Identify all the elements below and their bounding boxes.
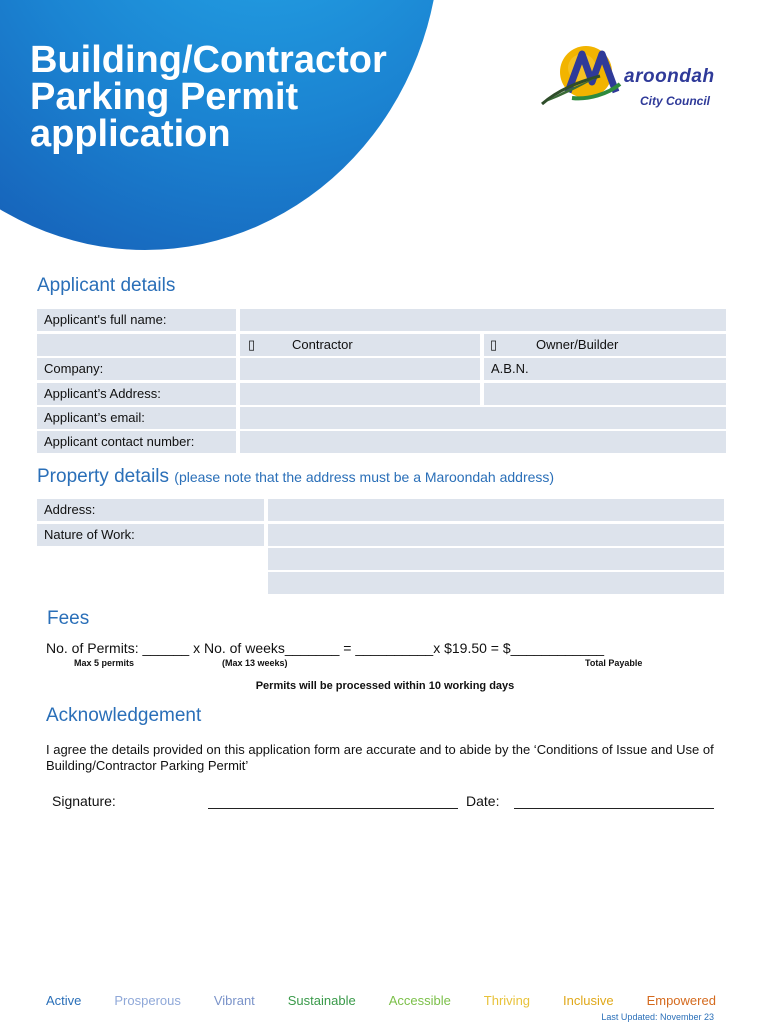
- full-name-label: Applicant's full name:: [37, 309, 236, 331]
- contractor-checkbox-icon[interactable]: ▯: [248, 337, 256, 352]
- property-heading-text: Property details: [37, 466, 170, 487]
- acknowledgement-text: I agree the details provided on this application form are accurate and to abide by the ‘Conditions of Issue and Use of Building/Contractor Parking Permit’: [46, 742, 714, 773]
- company-label: Company:: [37, 358, 236, 380]
- email-label: Applicant’s email:: [37, 407, 236, 429]
- logo-wordmark: aroondah: [624, 66, 715, 87]
- page-title: [30, 39, 387, 155]
- title-line-2: Parking Permit: [30, 76, 299, 118]
- contractor-option[interactable]: [240, 334, 480, 356]
- applicant-details-heading: Applicant details: [37, 275, 176, 296]
- type-label-cell: [37, 334, 236, 356]
- contact-number-input[interactable]: [240, 431, 726, 453]
- max-weeks-note: (Max 13 weeks): [222, 658, 288, 668]
- title-line-3: application: [30, 113, 231, 155]
- property-address-input[interactable]: [268, 499, 724, 521]
- value-vibrant: Vibrant: [213, 993, 255, 1008]
- address-label: Applicant’s Address:: [37, 383, 236, 405]
- council-values-footer: [46, 993, 716, 1008]
- value-active: Active: [46, 993, 82, 1008]
- contractor-label: Contractor: [292, 337, 353, 352]
- company-input[interactable]: [240, 358, 480, 380]
- last-updated: Last Updated: November 23: [601, 1012, 714, 1022]
- email-input[interactable]: [240, 407, 726, 429]
- owner-builder-option[interactable]: [484, 334, 726, 356]
- nature-of-work-label: Nature of Work:: [37, 524, 264, 546]
- property-details-heading: [37, 466, 554, 488]
- contact-number-label: Applicant contact number:: [37, 431, 236, 453]
- acknowledgement-heading: Acknowledgement: [46, 705, 202, 726]
- abn-field[interactable]: A.B.N.: [484, 358, 726, 380]
- date-label: Date:: [466, 793, 500, 809]
- value-prosperous: Prosperous: [114, 993, 181, 1008]
- address-input-2[interactable]: [484, 383, 726, 405]
- value-sustainable: Sustainable: [287, 993, 356, 1008]
- fees-heading: Fees: [47, 608, 90, 629]
- property-address-label: Address:: [37, 499, 264, 521]
- address-input[interactable]: [240, 383, 480, 405]
- value-thriving: Thriving: [483, 993, 531, 1008]
- owner-builder-label: Owner/Builder: [536, 337, 619, 352]
- value-empowered: Empowered: [646, 993, 716, 1008]
- nature-of-work-input-3[interactable]: [268, 572, 724, 594]
- fees-calculation-line[interactable]: No. of Permits: ______ x No. of weeks_______ = __________x $19.50 = $____________: [46, 640, 605, 656]
- logo-subtitle: City Council: [640, 94, 711, 108]
- processing-note: Permits will be processed within 10 working days: [255, 680, 515, 692]
- title-line-1: Building/Contractor: [30, 39, 387, 81]
- nature-of-work-input-2[interactable]: [268, 548, 724, 570]
- value-inclusive: Inclusive: [563, 993, 614, 1008]
- property-note: (please note that the address must be a Maroondah address): [174, 469, 555, 485]
- max-permits-note: Max 5 permits: [74, 658, 135, 668]
- nature-of-work-input-1[interactable]: [268, 524, 724, 546]
- maroondah-logo: [538, 42, 738, 122]
- value-accessible: Accessible: [388, 993, 451, 1008]
- full-name-input[interactable]: [240, 309, 726, 331]
- date-line[interactable]: [514, 808, 714, 809]
- total-payable-note: Total Payable: [585, 658, 643, 668]
- owner-builder-checkbox-icon[interactable]: ▯: [490, 337, 498, 352]
- signature-line[interactable]: [208, 808, 458, 809]
- signature-label: Signature:: [52, 793, 116, 809]
